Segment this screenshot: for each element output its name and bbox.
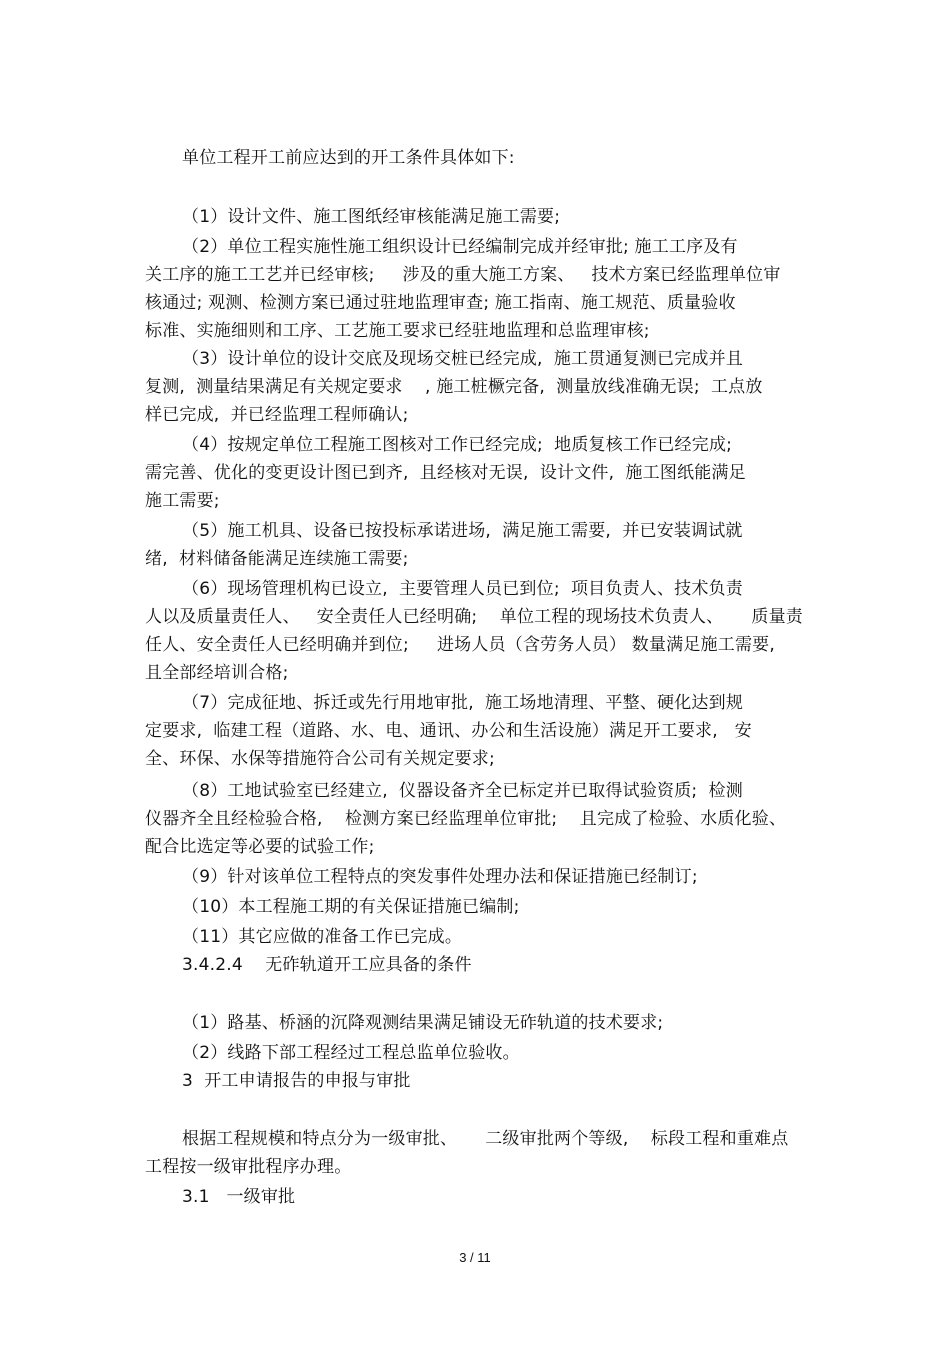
intro-paragraph: 单位工程开工前应达到的开工条件具体如下:	[182, 148, 515, 168]
section-heading-3: 3 开工申请报告的申报与审批	[182, 1071, 411, 1091]
condition-5-line-1: （5）施工机具、设备已按投标承诺进场, 满足施工需要, 并已安装调试就	[182, 521, 743, 541]
condition-4-line-1: （4）按规定单位工程施工图核对工作已经完成; 地质复核工作已经完成;	[182, 435, 733, 455]
condition-3-line-2: 复测, 测量结果满足有关规定要求 , 施工桩橛完备, 测量放线准确无误; 工点放	[145, 377, 763, 397]
track-condition-2: （2）线路下部工程经过工程总监单位验收。	[182, 1043, 520, 1063]
condition-2-line-3: 核通过; 观测、检测方案已通过驻地监理审查; 施工指南、施工规范、质量验收	[145, 293, 736, 313]
condition-3-line-3: 样已完成, 并已经监理工程师确认;	[145, 405, 409, 425]
condition-6-line-3: 任人、安全责任人已经明确并到位; 进场人员（含劳务人员） 数量满足施工需要,	[145, 635, 775, 655]
approval-paragraph-line-1: 根据工程规模和特点分为一级审批、 二级审批两个等级, 标段工程和重难点	[182, 1129, 789, 1149]
condition-4-line-2: 需完善、优化的变更设计图已到齐, 且经核对无误, 设计文件, 施工图纸能满足	[145, 463, 746, 483]
condition-6-line-1: （6）现场管理机构已设立, 主要管理人员已到位; 项目负责人、技术负责	[182, 579, 743, 599]
condition-4-line-3: 施工需要;	[145, 491, 220, 511]
condition-8-line-3: 配合比选定等必要的试验工作;	[145, 837, 375, 857]
condition-5-line-2: 绪, 材料储备能满足连续施工需要;	[145, 549, 409, 569]
condition-7-line-3: 全、环保、水保等措施符合公司有关规定要求;	[145, 749, 495, 769]
condition-2-line-4: 标准、实施细则和工序、工艺施工要求已经驻地监理和总监理审核;	[145, 321, 650, 341]
condition-7-line-2: 定要求, 临建工程（道路、水、电、通讯、办公和生活设施）满足开工要求, 安	[145, 721, 752, 741]
page-number: 3 / 11	[459, 1250, 491, 1265]
condition-8-line-1: （8）工地试验室已经建立, 仪器设备齐全已标定并已取得试验资质; 检测	[182, 781, 743, 801]
condition-2-line-1: （2）单位工程实施性施工组织设计已经编制完成并经审批; 施工工序及有	[182, 237, 738, 257]
condition-7-line-1: （7）完成征地、拆迁或先行用地审批, 施工场地清理、平整、硬化达到规	[182, 693, 744, 713]
condition-3-line-1: （3）设计单位的设计交底及现场交桩已经完成, 施工贯通复测已完成并且	[182, 349, 744, 369]
condition-9: （9）针对该单位工程特点的突发事件处理办法和保证措施已经制订;	[182, 867, 698, 887]
condition-10: （10）本工程施工期的有关保证措施已编制;	[182, 897, 520, 917]
condition-6-line-2: 人以及质量责任人、 安全责任人已经明确; 单位工程的现场技术负责人、 质量责	[145, 607, 803, 627]
condition-1: （1）设计文件、施工图纸经审核能满足施工需要;	[182, 207, 561, 227]
condition-2-line-2: 关工序的施工工艺并已经审核; 涉及的重大施工方案、 技术方案已经监理单位审	[145, 265, 781, 285]
track-condition-1: （1）路基、桥涵的沉降观测结果满足铺设无砟轨道的技术要求;	[182, 1013, 664, 1033]
section-heading-3-1: 3.1 一级审批	[182, 1187, 296, 1207]
condition-6-line-4: 且全部经培训合格;	[145, 663, 289, 683]
approval-paragraph-line-2: 工程按一级审批程序办理。	[145, 1157, 352, 1177]
condition-8-line-2: 仪器齐全且经检验合格, 检测方案已经监理单位审批; 且完成了检验、水质化验、	[145, 809, 787, 829]
section-heading-3-4-2-4: 3.4.2.4 无砟轨道开工应具备的条件	[182, 955, 472, 975]
condition-11: （11）其它应做的准备工作已完成。	[182, 927, 463, 947]
